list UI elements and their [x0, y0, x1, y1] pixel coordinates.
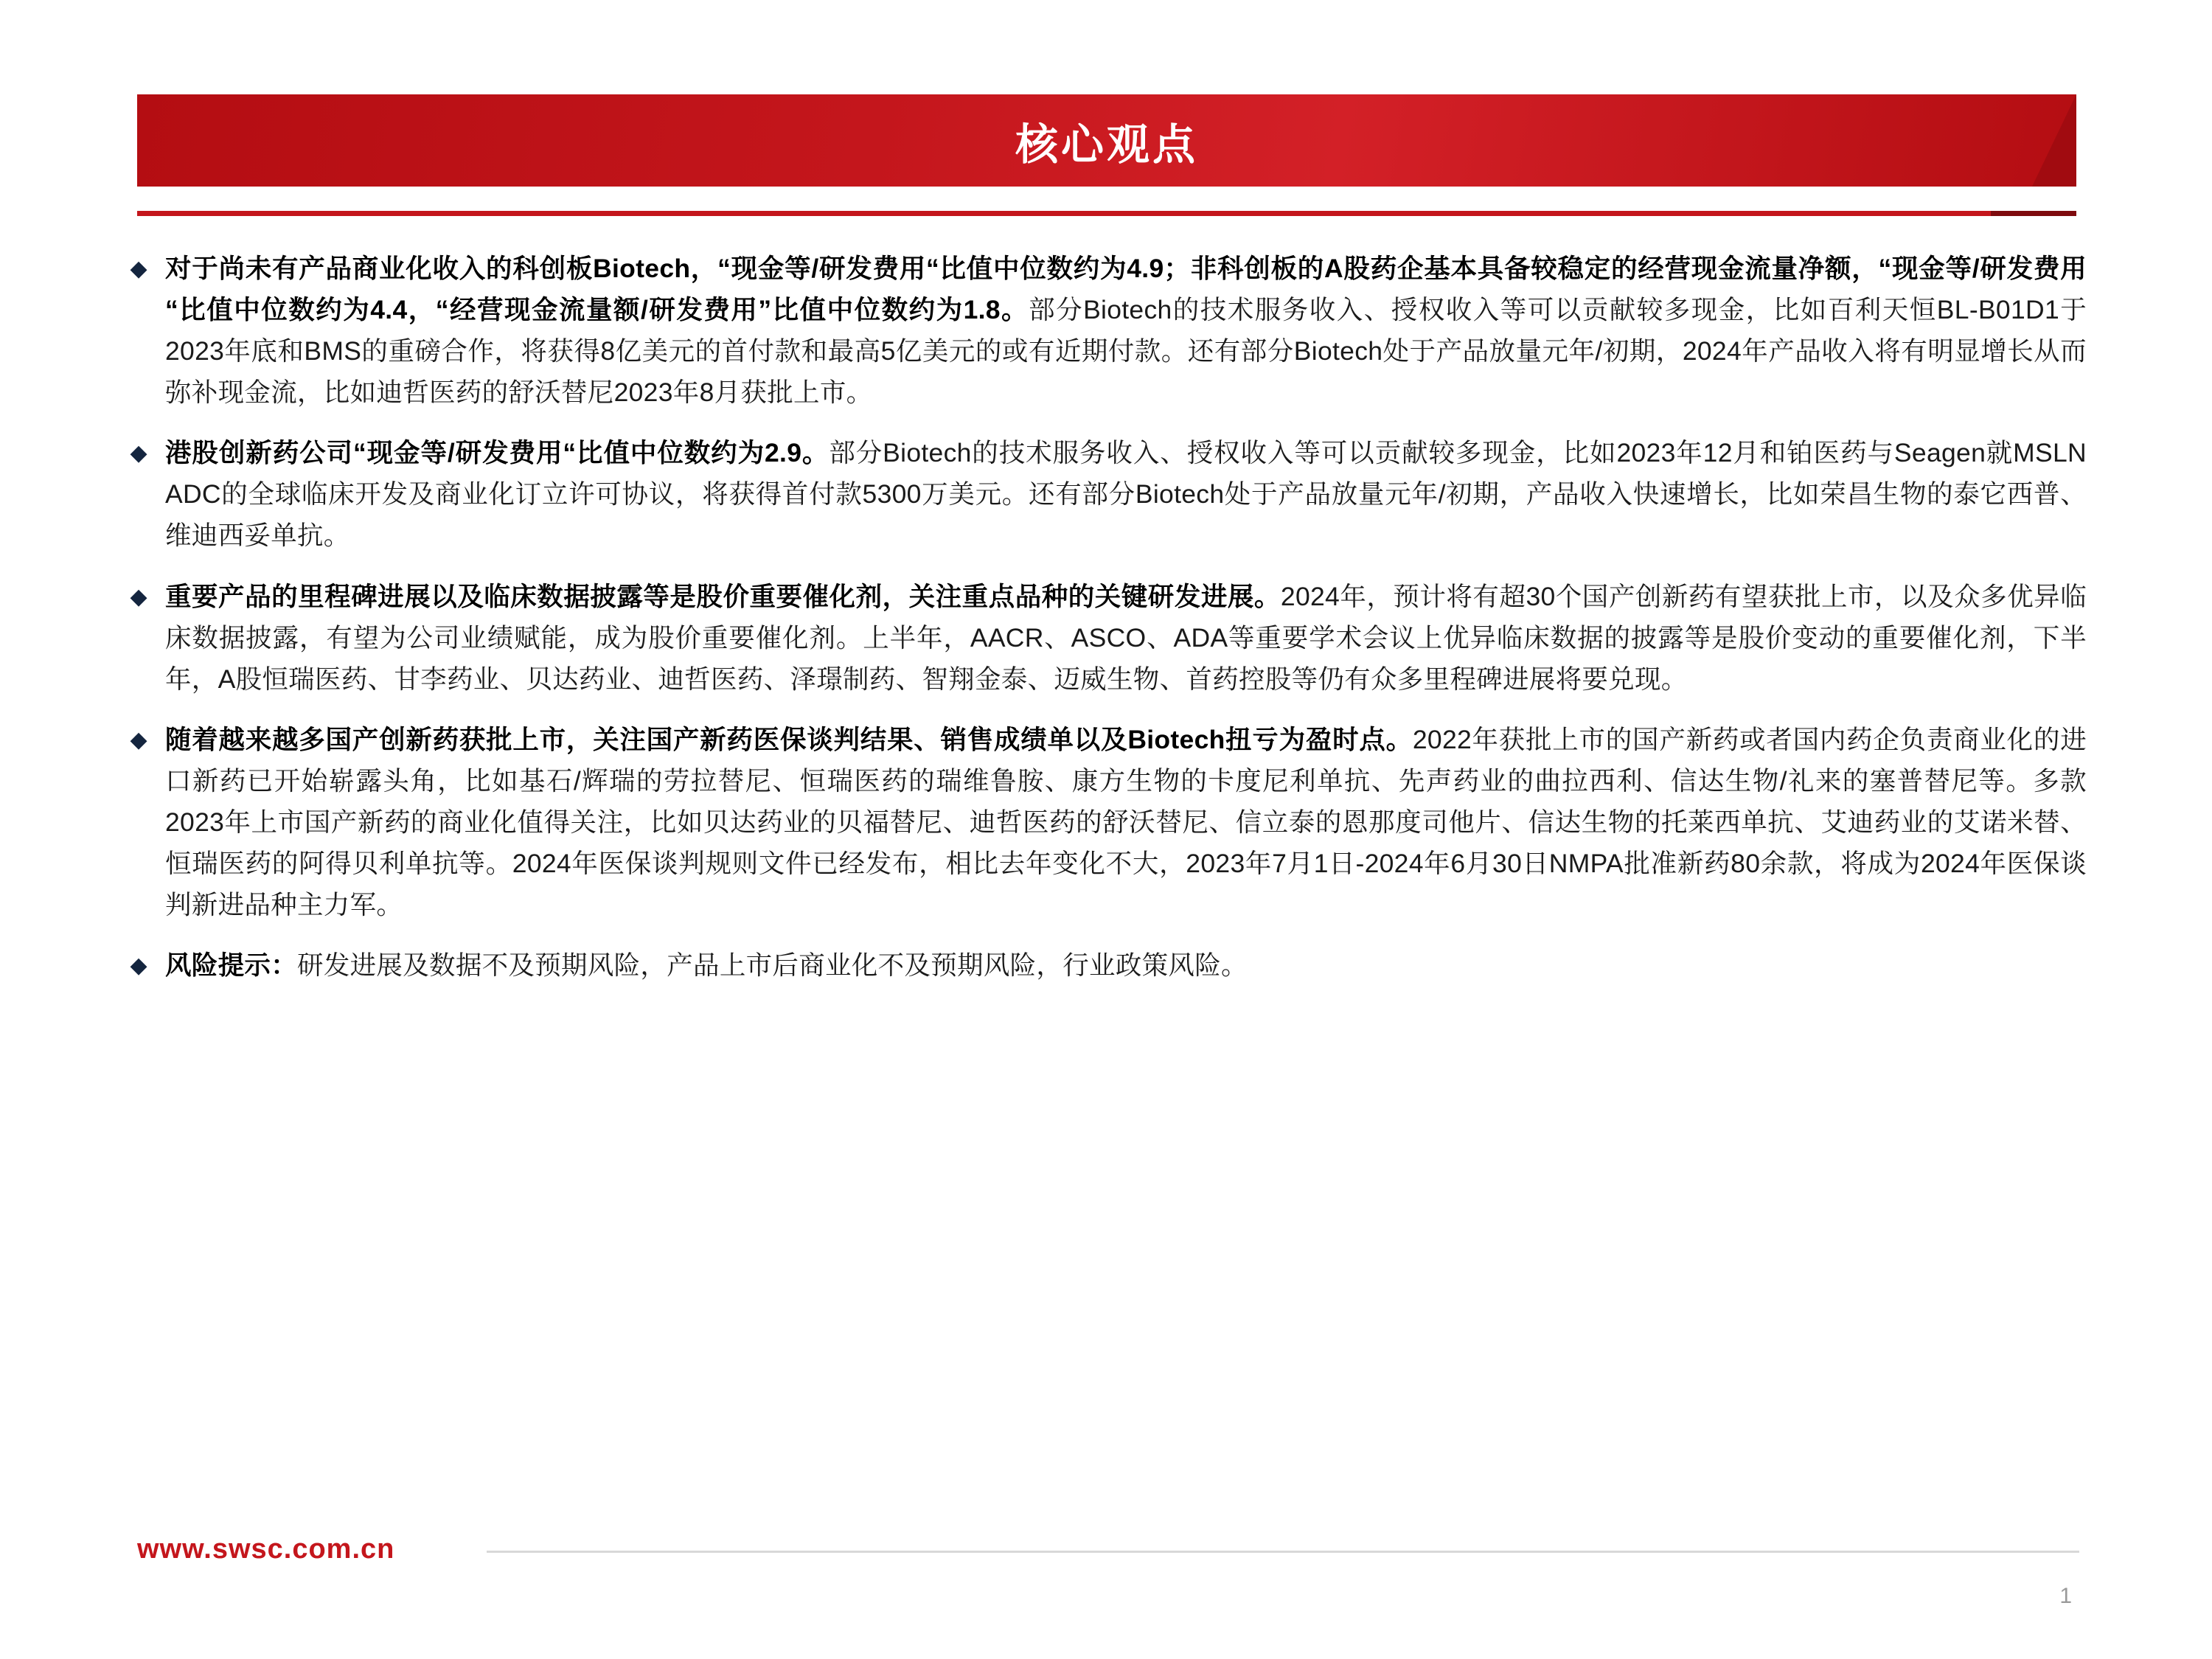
- footer-divider: [487, 1551, 2079, 1553]
- bullet-item: [125, 248, 2087, 413]
- bullet-bold-lead: 随着越来越多国产创新药获批上市，关注国产新药医保谈判结果、销售成绩单以及Biotech扭亏为盈时点。: [165, 724, 1413, 754]
- title-banner: [137, 94, 2076, 187]
- bullet-item-risk: [125, 945, 2087, 986]
- footer-website-url[interactable]: www.swsc.com.cn: [137, 1534, 395, 1565]
- content-body: [125, 248, 2087, 1005]
- bullet-paragraph: [165, 719, 2087, 925]
- bullet-body-text: 部分Biotech的技术服务收入、授权收入等可以贡献较多现金，比如百利天恒BL-B01D1于2023年底和BMS的重磅合作，将获得8亿美元的首付款和最高5亿美元的或有近期付款。还有部分Biotech处于产品放量元年/初期，2024年产品收入将有明显增长从而弥补现金流，比如迪哲医药的舒沃替尼2023年8月获批上市。: [165, 295, 2087, 408]
- bullet-paragraph: [165, 945, 2087, 986]
- diamond-bullet-icon: ◆: [130, 953, 147, 978]
- diamond-bullet-icon: ◆: [130, 441, 147, 466]
- bullet-body-text: 2024年，预计将有超30个国产创新药有望获批上市，以及众多优异临床数据披露，有望为公司业绩赋能，成为股价重要催化剂。上半年，AACR、ASCO、ADA等重要学术会议上优异临床数据的披露等是股价变动的重要催化剂，下半年，A股恒瑞医药、甘李药业、贝达药业、迪哲医药、泽璟制药、智翔金泰、迈威生物、首药控股等仍有众多里程碑进展将要兑现。: [165, 581, 2087, 694]
- bullet-paragraph: [165, 576, 2087, 700]
- bullet-item: [125, 719, 2087, 925]
- banner-underline: [137, 211, 2076, 216]
- diamond-bullet-icon: ◆: [130, 257, 147, 281]
- bullet-paragraph: [165, 432, 2087, 556]
- page-title: 核心观点: [1015, 120, 1198, 169]
- bullet-body-text: 部分Biotech的技术服务收入、授权收入等可以贡献较多现金，比如2023年12月和铂医药与Seagen就MSLN ADC的全球临床开发及商业化订立许可协议，将获得首付款5300万美元。还有部分Biotech处于产品放量元年/初期，产品收入快速增长，比如荣昌生物的泰它西普、维迪西妥单抗。: [165, 438, 2087, 551]
- diamond-bullet-icon: ◆: [130, 727, 147, 752]
- bullet-item: [125, 432, 2087, 556]
- bullet-bold-lead: 风险提示：: [165, 950, 298, 981]
- bullet-paragraph: [165, 248, 2087, 413]
- banner-underline-accent: [1991, 211, 2076, 216]
- bullet-body-text: 研发进展及数据不及预期风险，产品上市后商业化不及预期风险，行业政策风险。: [297, 950, 1248, 981]
- page-number: 1: [2059, 1584, 2072, 1608]
- bullet-bold-lead: 对于尚未有产品商业化收入的科创板Biotech，“现金等/研发费用“比值中位数约为4.9；非科创板的A股药企基本具备较稳定的经营现金流量净额，“现金等/研发费用“比值中位数约为4.4，“经营现金流量额/研发费用”比值中位数约为1.8。: [165, 254, 2087, 325]
- bullet-body-text: 2022年获批上市的国产新药或者国内药企负责商业化的进口新药已开始崭露头角，比如基石/辉瑞的劳拉替尼、恒瑞医药的瑞维鲁胺、康方生物的卡度尼利单抗、先声药业的曲拉西利、信达生物/礼来的塞普替尼等。多款2023年上市国产新药的商业化值得关注，比如贝达药业的贝福替尼、迪哲医药的舒沃替尼、信立泰的恩那度司他片、信达生物的托莱西单抗、艾迪药业的艾诺米替、恒瑞医药的阿得贝利单抗等。2024年医保谈判规则文件已经发布，相比去年变化不大，2023年7月1日-2024年6月30日NMPA批准新药80余款，将成为2024年医保谈判新进品种主力军。: [165, 724, 2087, 920]
- bullet-bold-lead: 重要产品的里程碑进展以及临床数据披露等是股价重要催化剂，关注重点品种的关键研发进展。: [165, 581, 1281, 611]
- diamond-bullet-icon: ◆: [130, 584, 147, 609]
- bullet-item: [125, 576, 2087, 700]
- bullet-bold-lead: 港股创新药公司“现金等/研发费用“比值中位数约为2.9。: [165, 438, 830, 468]
